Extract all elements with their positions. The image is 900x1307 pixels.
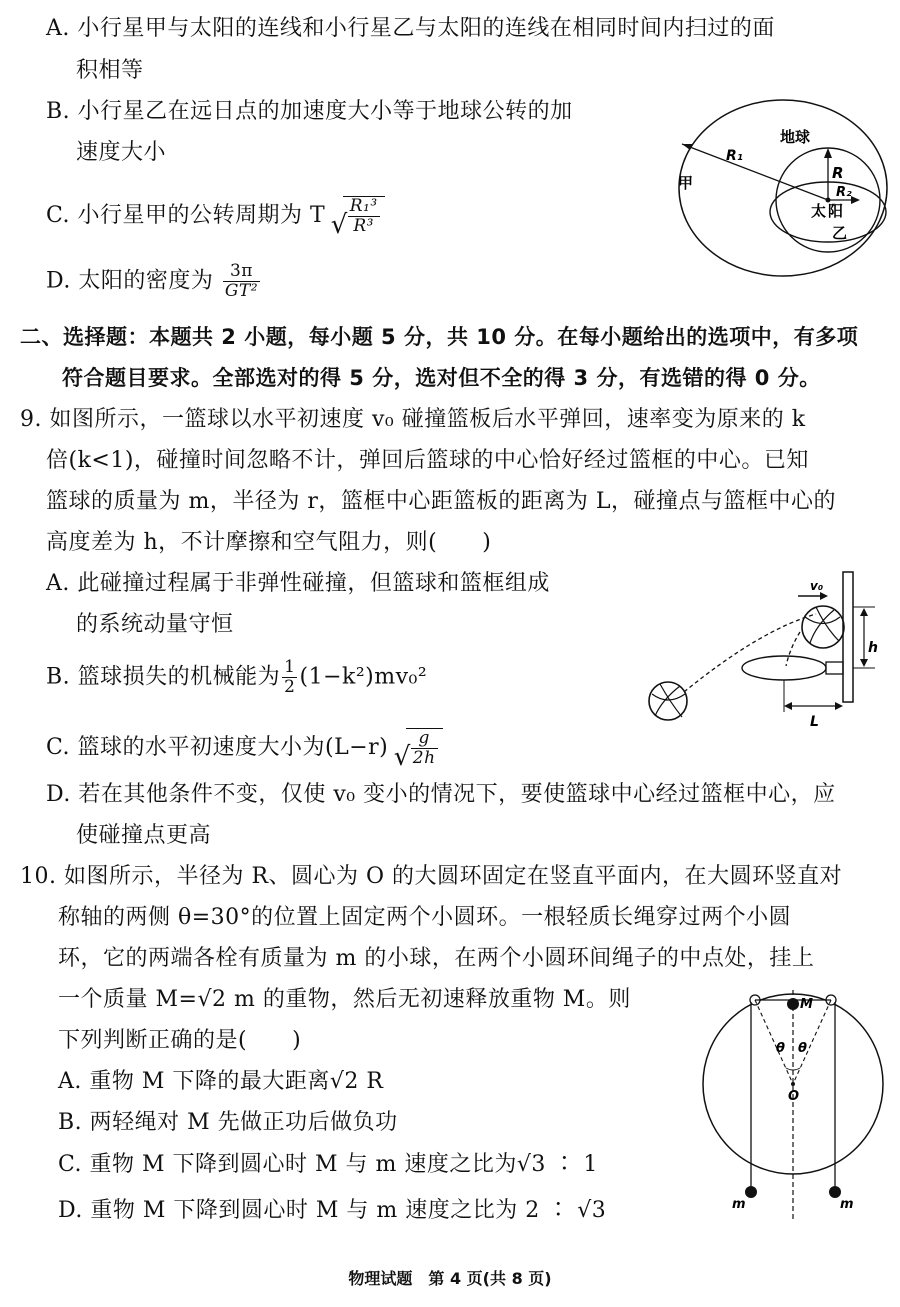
q10-stem-line5: 下列判断正确的是( ): [58, 1028, 302, 1053]
q9-stem-line3: 篮球的质量为 m，半径为 r，篮框中心距篮板的距离为 L，碰撞点与篮框中心的: [46, 489, 836, 514]
label-r: R: [832, 164, 844, 182]
center-o: [791, 1082, 795, 1086]
q8-option-c-fraction: √ $\frac{\text{R₁³}}{\text{R³}}$: [349, 196, 378, 236]
q9-basketball-figure: [640, 570, 880, 730]
q8-option-c: [46, 196, 385, 236]
label-v0: v₀: [810, 579, 824, 593]
trajectory: [684, 614, 816, 692]
ball-m-left: [745, 1186, 757, 1198]
q8-option-b-line2: 速度大小: [76, 140, 167, 165]
q8-orbit-figure: [668, 92, 898, 282]
q8-option-d: [46, 262, 262, 301]
label-sun-2: 阳: [828, 202, 844, 220]
label-yi: 乙: [832, 224, 848, 242]
q9-option-a-line1: A. 此碰撞过程属于非弹性碰撞，但篮球和篮框组成: [46, 571, 550, 596]
q9-stem-line2: 倍(k<1)，碰撞时间忽略不计，弹回后篮球的中心恰好经过篮框的中心。已知: [46, 448, 809, 473]
label-jia: 甲: [678, 174, 694, 192]
q8-option-a-line2: 积相等: [76, 58, 144, 83]
label-m-right: m: [840, 1197, 854, 1212]
label-r1: R₁: [726, 148, 743, 164]
ball-start: [649, 682, 687, 720]
section2-heading-line2: 符合题目要求。全部选对的得 5 分，选对但不全的得 3 分，有选错的得 0 分。: [62, 366, 821, 390]
label-theta-right: θ: [798, 1041, 807, 1056]
weight-m-big: [787, 998, 799, 1010]
orbit-jia: [679, 100, 887, 276]
label-earth: 地球: [780, 128, 811, 146]
q10-stem-line1: 10. 如图所示，半径为 R、圆心为 O 的大圆环固定在竖直平面内，在大圆环竖直对: [20, 864, 843, 889]
label-big-m: M: [800, 997, 813, 1012]
q10-option-b: B. 两轻绳对 M 先做正功后做负功: [58, 1110, 398, 1135]
hoop: [742, 656, 826, 680]
q9-option-b-expression: (1−k²)mv₀²: [299, 664, 428, 690]
q9-option-a-line2: 的系统动量守恒: [76, 612, 234, 637]
q10-ring-figure: [700, 990, 886, 1222]
label-m-left: m: [732, 1197, 746, 1212]
q9-option-c: [46, 728, 443, 768]
q8-option-c-text: C. 小行星甲的公转周期为 T: [46, 203, 326, 228]
label-sun-1: 太: [811, 202, 827, 220]
page-footer: 物理试题 第 4 页(共 8 页): [348, 1269, 552, 1288]
q10-option-d: D. 重物 M 下降到圆心时 M 与 m 速度之比为 2 ∶ √3: [58, 1198, 607, 1223]
q8-option-a-line1: A. 小行星甲与太阳的连线和小行星乙与太阳的连线在相同时间内扫过的面: [46, 16, 775, 41]
label-o: O: [788, 1089, 800, 1104]
q10-option-c: C. 重物 M 下降到圆心时 M 与 m 速度之比为√3 ∶ 1: [58, 1152, 598, 1177]
q10-stem-line3: 环，它的两端各栓有质量为 m 的小球，在两个小圆环间绳子的中点处，挂上: [58, 946, 815, 971]
q9-option-d-line2: 使碰撞点更高: [76, 823, 212, 848]
q8-option-d-text: D. 太阳的密度为: [46, 268, 214, 294]
rim-bracket: [826, 662, 843, 674]
q10-option-a: A. 重物 M 下降的最大距离√2 R: [58, 1069, 384, 1094]
q8-option-d-fraction: $\frac{3\pi}{\text{GT²}}$: [224, 261, 259, 301]
q10-stem-line2: 称轴的两侧 θ=30°的位置上固定两个小圆环。一根轻质长绳穿过两个小圆: [58, 905, 792, 930]
q9-option-b: [46, 658, 427, 697]
backboard: [843, 572, 853, 702]
q9-option-d-line1: D. 若在其他条件不变，仅使 v₀ 变小的情况下，要使篮球中心经过篮框中心，应: [46, 782, 836, 807]
q9-stem-line4: 高度差为 h，不计摩擦和空气阻力，则( ): [46, 530, 492, 555]
label-l: L: [810, 714, 819, 730]
rebound-path: [786, 632, 800, 666]
label-h: h: [868, 640, 878, 656]
q9-option-c-sqrt: [406, 728, 443, 768]
label-theta-left: θ: [776, 1041, 785, 1056]
q9-option-c-text: C. 篮球的水平初速度大小为(L−r): [46, 735, 389, 760]
q9-option-c-fraction: √ $\frac{g}{2h}$: [412, 728, 436, 768]
ball-at-board: [802, 606, 844, 648]
section2-heading-line1: 二、选择题：本题共 2 小题，每小题 5 分，共 10 分。在每小题给出的选项中，有多项: [20, 325, 859, 349]
q10-stem-line4: 一个质量 M=√2 m 的重物，然后无初速释放重物 M。则: [58, 987, 631, 1012]
q8-option-c-sqrt: [343, 196, 385, 236]
q9-stem-line1: 9. 如图所示，一篮球以水平初速度 v₀ 碰撞篮板后水平弹回，速率变为原来的 k: [20, 407, 806, 432]
q8-option-b-line1: B. 小行星乙在远日点的加速度大小等于地球公转的加: [46, 99, 573, 124]
q9-option-b-text: B. 篮球损失的机械能为: [46, 664, 281, 690]
label-r2: R₂: [836, 185, 852, 200]
q9-option-b-fraction: $\frac{1}{2}$: [284, 657, 296, 697]
